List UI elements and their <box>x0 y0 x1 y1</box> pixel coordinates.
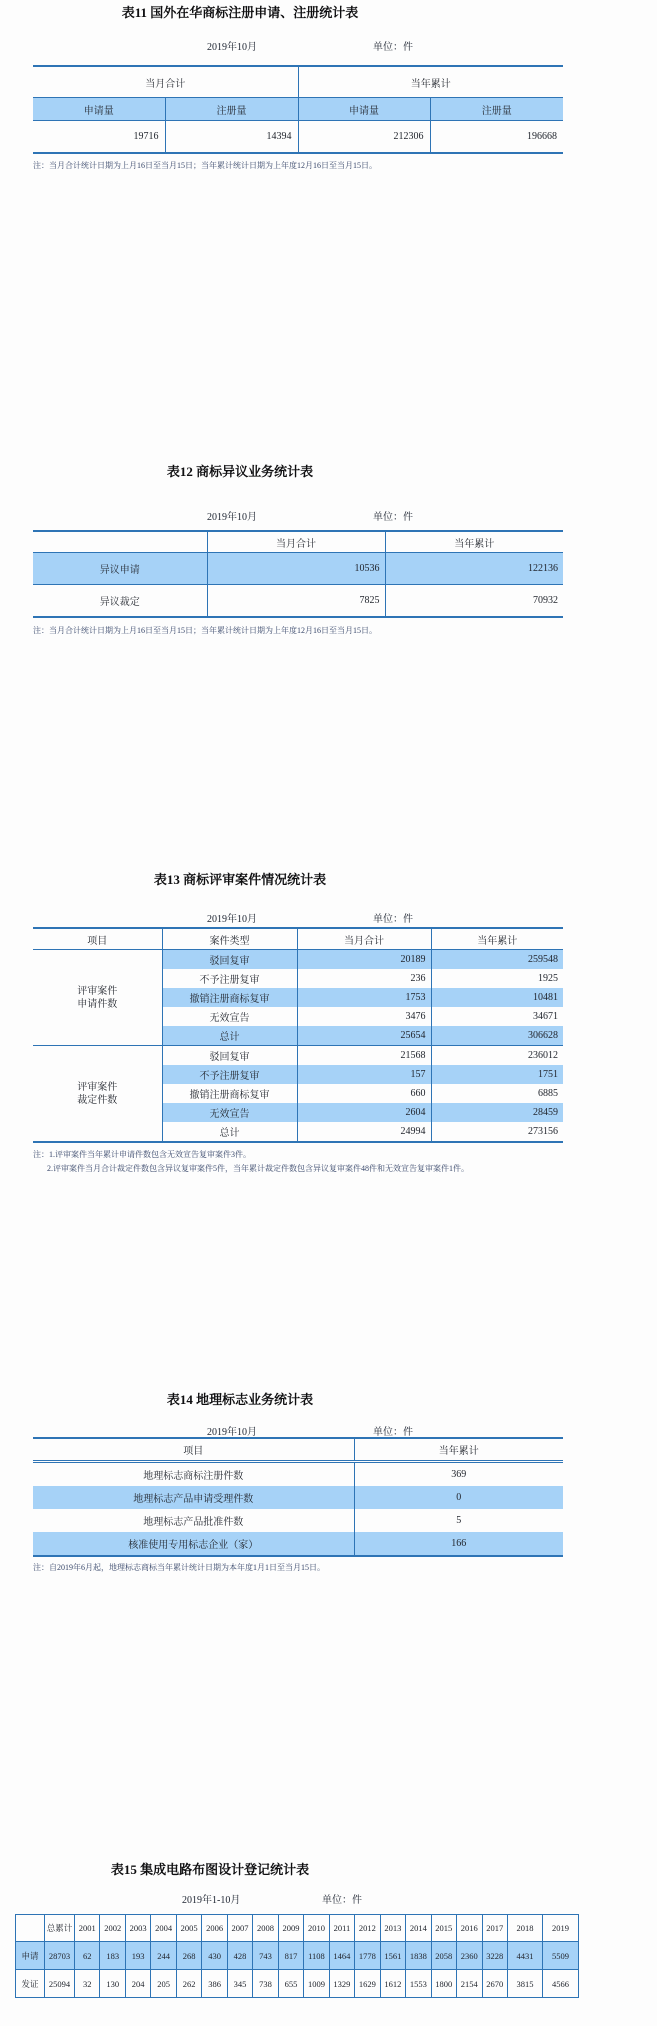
table-row <box>33 553 563 585</box>
value-cell: 1751 <box>431 1065 563 1084</box>
value-cell: 130 <box>100 1970 125 1998</box>
table14-period-label: 2019年10月 <box>207 1427 257 1438</box>
group-label <box>33 950 162 1046</box>
row-label: 地理标志产品申请受理件数 <box>33 1486 354 1509</box>
year-header: 总累计 <box>45 1915 75 1942</box>
value-cell: 62 <box>75 1942 100 1970</box>
case-type: 不予注册复审 <box>162 969 297 988</box>
column-header: 当月合计 <box>297 928 431 950</box>
case-type: 撤销注册商标复审 <box>162 988 297 1007</box>
value-cell: 306628 <box>431 1026 563 1046</box>
value-cell: 34671 <box>533 1011 558 1022</box>
table11-title: 表11 国外在华商标注册申请、注册统计表 <box>121 5 359 20</box>
value-cell: 205 <box>151 1970 176 1998</box>
value-cell: 5509 <box>543 1942 579 1970</box>
value-cell: 0 <box>354 1486 563 1509</box>
column-header: 申请量 <box>33 98 165 121</box>
table14 <box>33 1437 563 1557</box>
row-label: 地理标志商标注册件数 <box>33 1462 354 1487</box>
table11-period-label: 2019年10月 <box>207 42 257 53</box>
value-cell: 268 <box>176 1942 201 1970</box>
table11-subhead <box>0 38 657 52</box>
value-cell: 24994 <box>297 1122 431 1142</box>
column-header: 项目 <box>33 1438 354 1462</box>
value-cell: 2058 <box>431 1942 456 1970</box>
case-type: 总计 <box>162 1026 297 1046</box>
value-cell: 2360 <box>457 1942 482 1970</box>
year-header: 2010 <box>304 1915 329 1942</box>
column-header: 申请量 <box>298 98 430 121</box>
table-row <box>33 1046 563 1066</box>
group-label-line1: 评审案件 <box>77 985 118 997</box>
value-cell: 1561 <box>380 1942 405 1970</box>
value-cell: 4566 <box>543 1970 579 1998</box>
value-cell: 1464 <box>329 1942 354 1970</box>
table14-subhead <box>0 1423 657 1437</box>
table12-subhead <box>0 508 657 522</box>
year-header: 2011 <box>329 1915 354 1942</box>
value-cell: 236 <box>297 969 431 988</box>
value-cell: 386 <box>202 1970 227 1998</box>
value-cell: 21568 <box>297 1046 431 1066</box>
year-header: 2003 <box>125 1915 150 1942</box>
table15-section <box>0 1862 657 1998</box>
value-cell: 70932 <box>533 595 558 606</box>
value-cell: 817 <box>278 1942 303 1970</box>
table12-section <box>0 464 657 638</box>
table12-header-row <box>33 531 563 553</box>
value-cell: 28459 <box>431 1103 563 1122</box>
value-cell: 2604 <box>297 1103 431 1122</box>
table14-section <box>0 1392 657 1575</box>
group-label-line2: 申请件数 <box>77 998 118 1010</box>
table13-title: 表13 商标评审案件情况统计表 <box>153 872 327 887</box>
table13-period-label: 2019年10月 <box>207 914 257 925</box>
value-cell: 1838 <box>406 1942 431 1970</box>
value-cell: 204 <box>125 1970 150 1998</box>
value-cell: 1329 <box>329 1970 354 1998</box>
table13 <box>33 927 563 1143</box>
value-cell: 122136 <box>385 553 563 585</box>
value-cell: 743 <box>253 1942 278 1970</box>
value-cell: 14394 <box>165 121 298 154</box>
value-cell: 2154 <box>457 1970 482 1998</box>
year-header: 2001 <box>75 1915 100 1942</box>
table14-title: 表14 地理标志业务统计表 <box>166 1392 314 1407</box>
table15 <box>15 1914 579 1998</box>
table12-unit-label: 单位：件 <box>373 512 413 523</box>
value-cell: 738 <box>253 1970 278 1998</box>
table11-section <box>0 5 657 173</box>
value-cell: 193 <box>125 1942 150 1970</box>
value-cell: 1629 <box>355 1970 380 1998</box>
group-label <box>33 1046 162 1143</box>
year-header: 2005 <box>176 1915 201 1942</box>
value-cell: 1612 <box>380 1970 405 1998</box>
column-header: 案件类型 <box>162 928 297 950</box>
table-row <box>33 121 563 154</box>
group-label-line1: 评审案件 <box>77 1081 118 1093</box>
value-cell: 19716 <box>33 121 165 154</box>
table14-note: 注：自2019年6月起，地理标志商标当年累计统计日期为本年度1月1日至当月15日。 <box>33 1563 325 1572</box>
column-header: 当年累计 <box>431 928 563 950</box>
value-cell: 430 <box>202 1942 227 1970</box>
year-header: 2014 <box>406 1915 431 1942</box>
row-label: 地理标志产品批准件数 <box>33 1509 354 1532</box>
group-label-line2: 裁定件数 <box>77 1094 118 1106</box>
table-row <box>33 950 563 970</box>
row-label: 核准使用专用标志企业（家） <box>33 1532 354 1556</box>
value-cell: 273156 <box>528 1126 558 1137</box>
year-header: 2015 <box>431 1915 456 1942</box>
value-cell: 10481 <box>431 988 563 1007</box>
column-header: 当月合计 <box>207 531 385 553</box>
row-label: 异议裁定 <box>33 585 207 618</box>
value-cell: 10536 <box>207 553 385 585</box>
table15-header-row <box>16 1915 579 1942</box>
row-label: 发证 <box>16 1970 45 1998</box>
value-cell: 262 <box>176 1970 201 1998</box>
table13-subhead <box>0 910 657 924</box>
year-header: 2013 <box>380 1915 405 1942</box>
year-header: 2016 <box>457 1915 482 1942</box>
table11-column-header-row <box>33 98 563 121</box>
value-cell: 7825 <box>207 585 385 618</box>
column-header: 注册量 <box>165 98 298 121</box>
column-header: 注册量 <box>430 98 563 121</box>
case-type: 总计 <box>162 1122 297 1142</box>
table11-group-header-row <box>33 66 563 98</box>
value-cell: 157 <box>297 1065 431 1084</box>
table15-period-label: 2019年1-10月 <box>182 1895 241 1906</box>
year-header: 2017 <box>482 1915 508 1942</box>
value-cell: 196668 <box>527 131 557 142</box>
value-cell: 3476 <box>297 1007 431 1026</box>
value-cell: 32 <box>75 1970 100 1998</box>
value-cell: 4431 <box>508 1942 543 1970</box>
case-type: 无效宣告 <box>162 1007 297 1026</box>
corner-cell <box>16 1915 45 1942</box>
value-cell: 345 <box>227 1970 252 1998</box>
year-header: 2002 <box>100 1915 125 1942</box>
table-row <box>33 585 563 618</box>
value-cell: 1925 <box>538 973 558 984</box>
table11 <box>33 65 563 154</box>
value-cell: 6885 <box>538 1088 558 1099</box>
table-row <box>33 1532 563 1556</box>
group-header-month: 当月合计 <box>33 66 298 98</box>
value-cell: 1753 <box>297 988 431 1007</box>
value-cell: 660 <box>297 1084 431 1103</box>
table13-unit-label: 单位：件 <box>373 914 413 925</box>
value-cell: 1553 <box>406 1970 431 1998</box>
year-header: 2007 <box>227 1915 252 1942</box>
table15-unit-label: 单位：件 <box>322 1895 362 1906</box>
table12-period-label: 2019年10月 <box>207 512 257 523</box>
value-cell: 2670 <box>482 1970 508 1998</box>
table14-header-row <box>33 1438 563 1462</box>
value-cell: 1778 <box>355 1942 380 1970</box>
value-cell: 428 <box>227 1942 252 1970</box>
case-type: 无效宣告 <box>162 1103 297 1122</box>
case-type: 驳回复审 <box>162 1046 297 1066</box>
value-cell: 28703 <box>45 1942 75 1970</box>
value-cell: 244 <box>151 1942 176 1970</box>
table-row <box>33 1486 563 1509</box>
table12-title: 表12 商标异议业务统计表 <box>166 464 314 479</box>
table15-subhead <box>0 1891 657 1905</box>
year-header: 2004 <box>151 1915 176 1942</box>
column-header: 当年累计 <box>385 531 563 553</box>
year-header: 2012 <box>355 1915 380 1942</box>
table-row <box>33 1462 563 1487</box>
table-row <box>33 1509 563 1532</box>
value-cell: 5 <box>456 1515 462 1526</box>
value-cell: 25094 <box>45 1970 75 1998</box>
table13-section <box>0 872 657 1176</box>
year-header: 2008 <box>253 1915 278 1942</box>
table11-note: 注：当月合计统计日期为上月16日至当月15日；当年累计统计日期为上年度12月16日至当月15日。 <box>33 161 377 170</box>
group-header-year: 当年累计 <box>298 66 563 98</box>
value-cell: 236012 <box>431 1046 563 1066</box>
case-type: 撤销注册商标复审 <box>162 1084 297 1103</box>
value-cell: 25654 <box>297 1026 431 1046</box>
value-cell: 3228 <box>482 1942 508 1970</box>
case-type: 驳回复审 <box>162 950 297 970</box>
value-cell: 20189 <box>297 950 431 970</box>
value-cell: 655 <box>278 1970 303 1998</box>
row-label: 申请 <box>16 1942 45 1970</box>
table12-note: 注：当月合计统计日期为上月16日至当月15日；当年累计统计日期为上年度12月16日至当月15日。 <box>33 626 377 635</box>
year-header: 2018 <box>508 1915 543 1942</box>
column-header-empty <box>33 531 207 553</box>
table13-header-row <box>33 928 563 950</box>
value-cell: 259548 <box>431 950 563 970</box>
year-header: 2009 <box>278 1915 303 1942</box>
year-header: 2006 <box>202 1915 227 1942</box>
value-cell: 3815 <box>508 1970 543 1998</box>
table-row <box>16 1970 579 1998</box>
table12 <box>33 530 563 618</box>
value-cell: 212306 <box>298 121 430 154</box>
value-cell: 1800 <box>431 1970 456 1998</box>
year-header: 2019 <box>543 1915 579 1942</box>
table15-title: 表15 集成电路布图设计登记统计表 <box>110 1862 310 1877</box>
table14-unit-label: 单位：件 <box>373 1427 413 1438</box>
table-row <box>16 1942 579 1970</box>
column-header: 项目 <box>33 928 162 950</box>
value-cell: 369 <box>451 1469 467 1480</box>
row-label: 异议申请 <box>33 553 207 585</box>
table13-note-2: 2.评审案件当月合计裁定件数包含异议复审案件5件，当年累计裁定件数包含异议复审案件48件和无效宣告复审案件1件。 <box>47 1164 469 1173</box>
value-cell: 1009 <box>304 1970 329 1998</box>
case-type: 不予注册复审 <box>162 1065 297 1084</box>
table11-unit-label: 单位：件 <box>373 42 413 53</box>
value-cell: 1108 <box>304 1942 329 1970</box>
column-header: 当年累计 <box>354 1438 563 1462</box>
value-cell: 183 <box>100 1942 125 1970</box>
value-cell: 166 <box>354 1532 563 1556</box>
table13-note-1: 注：1.评审案件当年累计申请件数包含无效宣告复审案件3件。 <box>33 1150 251 1159</box>
